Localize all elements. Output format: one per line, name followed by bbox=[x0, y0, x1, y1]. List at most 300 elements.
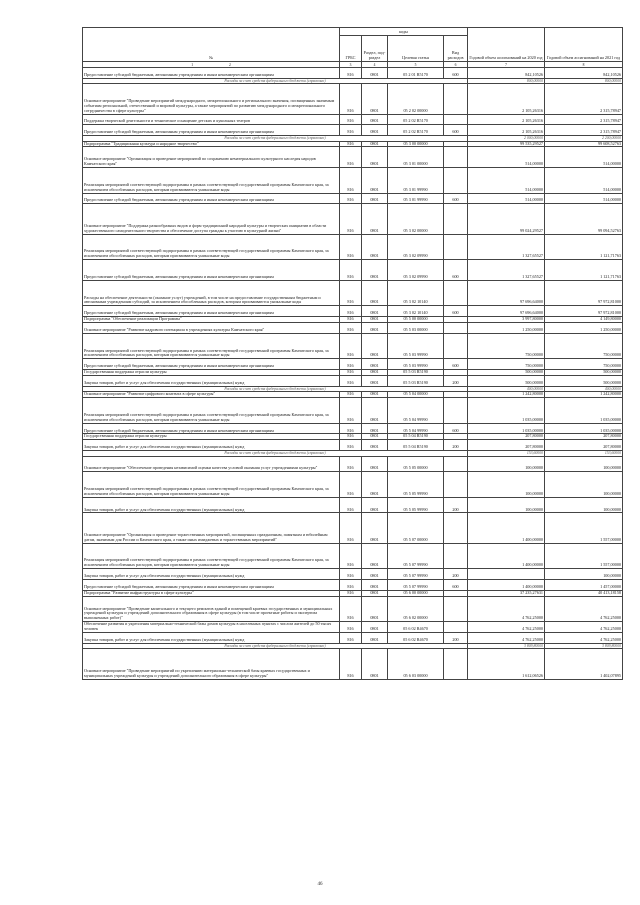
header-year-2020: Годовой объем ассигнований на 2020 год bbox=[468, 28, 545, 62]
table-row bbox=[83, 141, 623, 147]
row-amount-2020: 500,00000 bbox=[468, 376, 545, 387]
row-section: 0801 bbox=[362, 472, 388, 498]
header-codes: коды bbox=[340, 28, 468, 36]
row-target-article: 05 5 00 00000 bbox=[388, 317, 444, 323]
row-name: Предоставление субсидий бюджетным, автономным учреждениям и иным некоммерческим организациям bbox=[83, 68, 340, 79]
table-row bbox=[83, 596, 623, 622]
row-grbs: 816 bbox=[340, 440, 362, 451]
row-section: 0801 bbox=[362, 84, 388, 114]
table-row bbox=[83, 168, 623, 194]
row-grbs: 816 bbox=[340, 114, 362, 125]
row-grbs: 816 bbox=[340, 333, 362, 359]
row-section: 0801 bbox=[362, 649, 388, 679]
row-expense-type bbox=[444, 398, 468, 424]
row-name: Предоставление субсидий бюджетным, автономным учреждениям и иным некоммерческим организациям bbox=[83, 306, 340, 317]
row-expense-type: 600 bbox=[444, 193, 468, 204]
row-amount-2020: 3 997,80000 bbox=[468, 317, 545, 323]
row-amount-2021: 1 121,71763 bbox=[545, 260, 623, 281]
row-amount-2020: 514,00000 bbox=[468, 147, 545, 168]
row-name: Обеспечение развития и укрепления материально-технической базы домов культуры в населенных пунктах с числом жителей до 50 тысяч человек bbox=[83, 622, 340, 633]
row-section: 0801 bbox=[362, 359, 388, 370]
row-expense-type: 600 bbox=[444, 260, 468, 281]
row-amount-2021: 4 762,25000 bbox=[545, 622, 623, 633]
row-amount-2020: 1 612,06526 bbox=[468, 649, 545, 679]
table-row bbox=[83, 306, 623, 317]
row-target-article: 05 5 07 99990 bbox=[388, 580, 444, 591]
row-amount-2021: 500,00000 bbox=[545, 376, 623, 387]
row-amount-2021: 4 762,25000 bbox=[545, 633, 623, 644]
column-number-5: 5 bbox=[388, 62, 444, 68]
row-amount-2020: 97 696,64000 bbox=[468, 280, 545, 306]
row-grbs: 816 bbox=[340, 472, 362, 498]
row-expense-type: 600 bbox=[444, 306, 468, 317]
row-section: 0801 bbox=[362, 193, 388, 204]
column-number-3: 3 bbox=[340, 62, 362, 68]
row-grbs: 816 bbox=[340, 125, 362, 136]
row-section: 0801 bbox=[362, 125, 388, 136]
row-target-article: 05 6 02 00000 bbox=[388, 596, 444, 622]
row-section: 0801 bbox=[362, 543, 388, 569]
row-target-article: 05 6 03 00000 bbox=[388, 649, 444, 679]
row-section: 0801 bbox=[362, 370, 388, 376]
row-target-article: 05 5 04 00000 bbox=[388, 392, 444, 398]
row-grbs: 816 bbox=[340, 398, 362, 424]
row-name: Основное мероприятие "Проведение мероприятий международного, межрегионального и регионального значения, посвященных значимым событиям региональной, отечественной и мировой культуры, а также мероприятий по развитию международного и межрегионального сотрудничества в сфере культуры" bbox=[83, 84, 340, 114]
row-section: 0801 bbox=[362, 513, 388, 543]
table-row bbox=[83, 622, 623, 633]
row-amount-2021: 514,00000 bbox=[545, 147, 623, 168]
row-section: 0801 bbox=[362, 323, 388, 334]
row-target-article: 05 5 04 99990 bbox=[388, 423, 444, 434]
row-amount-2020: 97 696,64000 bbox=[468, 306, 545, 317]
note-amount-2021: 400,00000 bbox=[545, 386, 623, 391]
row-target-article: 05 5 07 00000 bbox=[388, 513, 444, 543]
row-amount-2020: 1 035,00000 bbox=[468, 423, 545, 434]
table-row bbox=[83, 440, 623, 451]
row-expense-type bbox=[444, 204, 468, 234]
row-amount-2021: 99 608,52763 bbox=[545, 141, 623, 147]
row-name: Закупка товаров, работ и услуг для обеспечения государственных (муниципальных) нужд bbox=[83, 440, 340, 451]
table-row bbox=[83, 323, 623, 334]
row-amount-2021: 514,00000 bbox=[545, 168, 623, 194]
note-amount-2021: 3 809,80000 bbox=[545, 643, 623, 648]
row-amount-2020: 750,00000 bbox=[468, 359, 545, 370]
row-target-article: 05 6 02 R4670 bbox=[388, 633, 444, 644]
row-target-article: 05 2 01 R5170 bbox=[388, 68, 444, 79]
row-expense-type bbox=[444, 513, 468, 543]
row-section: 0801 bbox=[362, 456, 388, 472]
row-expense-type bbox=[444, 323, 468, 334]
row-section: 0801 bbox=[362, 68, 388, 79]
row-name: Предоставление субсидий бюджетным, автономным учреждениям и иным некоммерческим организациям bbox=[83, 260, 340, 281]
row-name: Расходы на обеспечение деятельности (оказание услуг) учреждений, в том числе на предоставление государственным бюджетным и автономным учреждениям субсидий, за исключением обособленных расходов, которым присваиваются уникальные коды bbox=[83, 280, 340, 306]
row-section: 0801 bbox=[362, 497, 388, 513]
row-target-article: 05 5 04 R5190 bbox=[388, 440, 444, 451]
row-name: Подпрограмма "Традиционная культура и народное творчество" bbox=[83, 141, 340, 147]
table-row bbox=[83, 398, 623, 424]
row-target-article: 05 3 01 99990 bbox=[388, 193, 444, 204]
row-section: 0801 bbox=[362, 168, 388, 194]
row-grbs: 816 bbox=[340, 168, 362, 194]
table-row bbox=[83, 580, 623, 591]
row-grbs: 816 bbox=[340, 392, 362, 398]
row-grbs: 816 bbox=[340, 590, 362, 596]
row-amount-2021: 97 972,81000 bbox=[545, 306, 623, 317]
row-section: 0801 bbox=[362, 440, 388, 451]
row-amount-2020: 2 105,26316 bbox=[468, 84, 545, 114]
row-target-article: 05 5 04 99990 bbox=[388, 398, 444, 424]
row-section: 0801 bbox=[362, 398, 388, 424]
table-row bbox=[83, 472, 623, 498]
row-name: Основное мероприятие "Обеспечение проведения независимой оценки качества условий оказания услуг учреждениями культуры" bbox=[83, 456, 340, 472]
row-grbs: 816 bbox=[340, 234, 362, 260]
row-amount-2020: 4 762,25000 bbox=[468, 596, 545, 622]
row-name: Предоставление субсидий бюджетным, автономным учреждениям и иным некоммерческим организациям bbox=[83, 423, 340, 434]
row-grbs: 816 bbox=[340, 204, 362, 234]
row-section: 0801 bbox=[362, 423, 388, 434]
row-expense-type: 600 bbox=[444, 580, 468, 591]
note-text: Расходы за счет средств федерального бюджета (справочно) bbox=[83, 386, 468, 391]
row-target-article: 05 3 01 00000 bbox=[388, 147, 444, 168]
row-name: Основное мероприятие "Проведение капитального и текущего ремонтов зданий и помещений краевых государственных и муниципальных учреждений культуры и учреждений дополнительного образования в сфере культуры (в том числе проектные работы и экспертиза выполненных работ)" bbox=[83, 596, 340, 622]
row-name: Реализация мероприятий соответствующей подпрограммы в рамках соответствующей государственной программы Камчатского края, за исключением обособленных расходов, которым присваиваются уникальные коды bbox=[83, 234, 340, 260]
table-row bbox=[83, 392, 623, 398]
note-amount-2020: 2 000,00000 bbox=[468, 136, 545, 141]
header-year-2021: Годовой объем ассигнований на 2021 год bbox=[545, 28, 623, 62]
row-amount-2020: 1 400,00000 bbox=[468, 580, 545, 591]
row-target-article: 05 3 02 09990 bbox=[388, 234, 444, 260]
row-grbs: 816 bbox=[340, 569, 362, 580]
row-amount-2020 bbox=[468, 569, 545, 580]
table-row bbox=[83, 193, 623, 204]
row-grbs: 816 bbox=[340, 543, 362, 569]
row-name: Основное мероприятие "Развитие цифрового контента в сфере культуры" bbox=[83, 392, 340, 398]
row-grbs: 816 bbox=[340, 84, 362, 114]
row-target-article: 05 3 02 10140 bbox=[388, 306, 444, 317]
table-header bbox=[83, 28, 623, 68]
row-target-article: 05 2 02 00000 bbox=[388, 84, 444, 114]
column-number-7: 7 bbox=[468, 62, 545, 68]
row-amount-2021: 1 121,71763 bbox=[545, 234, 623, 260]
row-amount-2020: 4 762,25000 bbox=[468, 633, 545, 644]
row-name: Предоставление субсидий бюджетным, автономным учреждениям и иным некоммерческим организациям bbox=[83, 359, 340, 370]
row-section: 0801 bbox=[362, 633, 388, 644]
row-amount-2020: 99 024,29527 bbox=[468, 204, 545, 234]
row-section: 0801 bbox=[362, 580, 388, 591]
row-expense-type bbox=[444, 472, 468, 498]
row-grbs: 816 bbox=[340, 497, 362, 513]
row-target-article: 05 5 05 99990 bbox=[388, 497, 444, 513]
row-amount-2021: 750,00000 bbox=[545, 359, 623, 370]
row-amount-2020: 100,00000 bbox=[468, 497, 545, 513]
row-amount-2021: 842,10526 bbox=[545, 68, 623, 79]
table-row bbox=[83, 370, 623, 376]
row-grbs: 816 bbox=[340, 260, 362, 281]
row-amount-2021: 4 762,25000 bbox=[545, 596, 623, 622]
row-grbs: 816 bbox=[340, 434, 362, 440]
note-amount-2021: 2 200,00000 bbox=[545, 136, 623, 141]
row-expense-type: 200 bbox=[444, 376, 468, 387]
row-amount-2021: 99 094,52763 bbox=[545, 204, 623, 234]
row-grbs: 816 bbox=[340, 323, 362, 334]
row-amount-2021: 1 242,80000 bbox=[545, 392, 623, 398]
row-section: 0801 bbox=[362, 596, 388, 622]
table-row bbox=[83, 423, 623, 434]
table-row bbox=[83, 569, 623, 580]
row-amount-2021: 100,00000 bbox=[545, 472, 623, 498]
row-section: 0801 bbox=[362, 590, 388, 596]
note-amount-2020: 400,00000 bbox=[468, 386, 545, 391]
note-amount-2021: 153,60000 bbox=[545, 451, 623, 456]
row-target-article: 05 3 02 10140 bbox=[388, 280, 444, 306]
row-target-article: 05 3 02 09990 bbox=[388, 260, 444, 281]
row-amount-2021: 2 315,78947 bbox=[545, 84, 623, 114]
row-section: 0801 bbox=[362, 333, 388, 359]
row-grbs: 816 bbox=[340, 193, 362, 204]
row-expense-type bbox=[444, 234, 468, 260]
table-row bbox=[83, 333, 623, 359]
table-row bbox=[83, 376, 623, 387]
row-target-article: 05 5 03 99990 bbox=[388, 359, 444, 370]
row-name: Предоставление субсидий бюджетным, автономным учреждениям и иным некоммерческим организациям bbox=[83, 580, 340, 591]
budget-sheet bbox=[82, 27, 622, 680]
note-amount-2021: 800,00000 bbox=[545, 78, 623, 83]
row-expense-type bbox=[444, 622, 468, 633]
table-row bbox=[83, 280, 623, 306]
table-row bbox=[83, 84, 623, 114]
table-row bbox=[83, 114, 623, 125]
row-name: Основное мероприятие "Поддержка разнообразных видов и форм традиционной народной культуры и творческих инициатив в области художественного самодеятельного творчества и обеспечение доступа граждан к участию в культурной жизни" bbox=[83, 204, 340, 234]
row-name: Реализация мероприятий соответствующей подпрограммы в рамках соответствующей государственной программы Камчатского края, за исключением обособленных расходов, которым присваиваются уникальные коды bbox=[83, 333, 340, 359]
column-number-2: 2 bbox=[228, 63, 231, 67]
budget-table bbox=[82, 27, 623, 680]
header-section: Раздел, под-раздел bbox=[362, 36, 388, 62]
row-amount-2021: 2 315,78947 bbox=[545, 114, 623, 125]
row-target-article: 05 3 02 00000 bbox=[388, 204, 444, 234]
row-expense-type bbox=[444, 596, 468, 622]
row-expense-type: 600 bbox=[444, 68, 468, 79]
table-row bbox=[83, 204, 623, 234]
row-expense-type bbox=[444, 147, 468, 168]
row-amount-2020: 37 235,27631 bbox=[468, 590, 545, 596]
table-row bbox=[83, 513, 623, 543]
row-name: Реализация мероприятий соответствующей подпрограммы в рамках соответствующей государственной программы Камчатского края, за исключением обособленных расходов, которым присваиваются уникальные коды bbox=[83, 398, 340, 424]
row-amount-2021: 100,00000 bbox=[545, 497, 623, 513]
row-expense-type: 600 bbox=[444, 423, 468, 434]
row-expense-type: 200 bbox=[444, 497, 468, 513]
table-row bbox=[83, 317, 623, 323]
row-target-article: 05 5 07 99990 bbox=[388, 569, 444, 580]
row-expense-type: 200 bbox=[444, 633, 468, 644]
row-grbs: 816 bbox=[340, 370, 362, 376]
row-name: Основное мероприятие "Проведение мероприятий по укреплению материально-технической базы краевых государственных и муниципальных учреждений культуры и учреждений дополнительного образования в сфере культуры" bbox=[83, 649, 340, 679]
note-text: Расходы за счет средств федерального бюджета (справочно) bbox=[83, 451, 468, 456]
row-grbs: 816 bbox=[340, 649, 362, 679]
row-expense-type bbox=[444, 333, 468, 359]
table-row bbox=[83, 359, 623, 370]
row-amount-2021: 2 315,78947 bbox=[545, 125, 623, 136]
row-amount-2021: 500,00000 bbox=[545, 370, 623, 376]
note-text: Расходы за счет средств федерального бюджета (справочно) bbox=[83, 78, 468, 83]
header-grbs: ГРБС bbox=[340, 36, 362, 62]
row-name: Основное мероприятие "Развитие кадрового потенциала в учреждениях культуры Камчатского края" bbox=[83, 323, 340, 334]
row-name: Поддержка творческой деятельности и техническое оснащение детских и кукольных театров bbox=[83, 114, 340, 125]
column-number-8: 8 bbox=[545, 62, 623, 68]
row-amount-2020: 514,00000 bbox=[468, 193, 545, 204]
table-row bbox=[83, 590, 623, 596]
row-amount-2020: 750,00000 bbox=[468, 333, 545, 359]
row-target-article: 05 2 02 R5170 bbox=[388, 125, 444, 136]
row-amount-2020: 100,00000 bbox=[468, 456, 545, 472]
row-amount-2020: 1 400,00000 bbox=[468, 513, 545, 543]
row-amount-2021: 1 557,00000 bbox=[545, 513, 623, 543]
row-amount-2021: 750,00000 bbox=[545, 333, 623, 359]
row-grbs: 816 bbox=[340, 359, 362, 370]
row-name: Реализация мероприятий соответствующей подпрограммы в рамках соответствующей государственной программы Камчатского края, за исключением обособленных расходов, которым присваиваются уникальные коды bbox=[83, 168, 340, 194]
note-amount-2020: 153,60000 bbox=[468, 451, 545, 456]
table-row bbox=[83, 234, 623, 260]
table-row bbox=[83, 633, 623, 644]
row-name: Закупка товаров, работ и услуг для обеспечения государственных (муниципальных) нужд bbox=[83, 376, 340, 387]
row-target-article: 05 5 03 00000 bbox=[388, 323, 444, 334]
row-section: 0801 bbox=[362, 569, 388, 580]
row-grbs: 816 bbox=[340, 280, 362, 306]
row-name: Предоставление субсидий бюджетным, автономным учреждениям и иным некоммерческим организациям bbox=[83, 193, 340, 204]
table-row bbox=[83, 543, 623, 569]
row-section: 0801 bbox=[362, 280, 388, 306]
row-expense-type bbox=[444, 543, 468, 569]
row-expense-type bbox=[444, 168, 468, 194]
row-amount-2020: 1 400,00000 bbox=[468, 543, 545, 569]
table-row bbox=[83, 456, 623, 472]
note-amount-2020: 800,00000 bbox=[468, 78, 545, 83]
row-amount-2020: 1 327,65527 bbox=[468, 234, 545, 260]
row-expense-type bbox=[444, 280, 468, 306]
row-name: Основное мероприятие "Организация и проведение торжественных мероприятий, посвященных праздничным, памятным и юбилейным датам, значимым для России и Камчатского края, а также иных имиджевых и торжественных мероприятий" bbox=[83, 513, 340, 543]
row-amount-2021: 97 972,81000 bbox=[545, 280, 623, 306]
table-row bbox=[83, 125, 623, 136]
row-amount-2020: 514,00000 bbox=[468, 168, 545, 194]
row-name: Подпрограмма "Обеспечение реализации Программы" bbox=[83, 317, 340, 323]
row-name: Закупка товаров, работ и услуг для обеспечения государственных (муниципальных) нужд bbox=[83, 633, 340, 644]
row-section: 0801 bbox=[362, 234, 388, 260]
row-amount-2021: 1 035,00000 bbox=[545, 398, 623, 424]
row-section: 0801 bbox=[362, 141, 388, 147]
row-amount-2021: 207,80000 bbox=[545, 440, 623, 451]
row-amount-2020: 100,00000 bbox=[468, 472, 545, 498]
row-amount-2021: 514,00000 bbox=[545, 193, 623, 204]
row-section: 0801 bbox=[362, 260, 388, 281]
header-num: № bbox=[83, 28, 340, 62]
row-target-article: 05 5 03 R5190 bbox=[388, 370, 444, 376]
row-expense-type: 200 bbox=[444, 440, 468, 451]
row-target-article: 05 5 03 99990 bbox=[388, 333, 444, 359]
row-amount-2021: 1 557,00000 bbox=[545, 543, 623, 569]
row-grbs: 816 bbox=[340, 622, 362, 633]
row-target-article: 05 5 05 00000 bbox=[388, 456, 444, 472]
row-amount-2020: 1 250,00000 bbox=[468, 323, 545, 334]
row-amount-2021: 207,80000 bbox=[545, 434, 623, 440]
row-name: Основное мероприятие "Организация и проведение мероприятий по сохранению нематериального культурного наследия народов Камчатского края" bbox=[83, 147, 340, 168]
row-name: Государственная поддержка отрасли культуры bbox=[83, 370, 340, 376]
row-section: 0801 bbox=[362, 622, 388, 633]
table-row bbox=[83, 649, 623, 679]
row-amount-2020: 4 762,25000 bbox=[468, 622, 545, 633]
row-target-article: 05 5 07 99990 bbox=[388, 543, 444, 569]
table-row bbox=[83, 497, 623, 513]
row-target-article: 05 5 05 99990 bbox=[388, 472, 444, 498]
row-amount-2020: 1 035,00000 bbox=[468, 398, 545, 424]
column-number-6: 6 bbox=[444, 62, 468, 68]
note-text: Расходы за счет средств федерального бюджета (справочно) bbox=[83, 643, 468, 648]
row-amount-2020: 500,00000 bbox=[468, 370, 545, 376]
row-section: 0801 bbox=[362, 204, 388, 234]
row-grbs: 816 bbox=[340, 423, 362, 434]
row-name: Закупка товаров, работ и услуг для обеспечения государственных (муниципальных) нужд bbox=[83, 569, 340, 580]
row-expense-type bbox=[444, 84, 468, 114]
row-grbs: 816 bbox=[340, 596, 362, 622]
row-target-article: 05 3 01 99990 bbox=[388, 168, 444, 194]
row-grbs: 816 bbox=[340, 376, 362, 387]
row-amount-2020: 207,80000 bbox=[468, 440, 545, 451]
row-amount-2021: 1 402,07895 bbox=[545, 649, 623, 679]
header-expense-type: Вид расходов bbox=[444, 36, 468, 62]
header-target-article: Целевая статья bbox=[388, 36, 444, 62]
row-amount-2021: 40 413,18158 bbox=[545, 590, 623, 596]
row-name: Государственная поддержка отрасли культуры bbox=[83, 434, 340, 440]
row-amount-2021: 4 149,80000 bbox=[545, 317, 623, 323]
row-expense-type: 600 bbox=[444, 125, 468, 136]
row-section: 0801 bbox=[362, 147, 388, 168]
row-section: 0801 bbox=[362, 114, 388, 125]
row-amount-2021: 1 035,00000 bbox=[545, 423, 623, 434]
row-name: Подпрограмма "Развитие инфраструктуры в сфере культуры" bbox=[83, 590, 340, 596]
column-number-1: 1 bbox=[191, 63, 194, 67]
note-amount-2020: 3 809,80000 bbox=[468, 643, 545, 648]
row-grbs: 816 bbox=[340, 317, 362, 323]
row-amount-2020: 2 105,26316 bbox=[468, 114, 545, 125]
row-section: 0801 bbox=[362, 392, 388, 398]
row-grbs: 816 bbox=[340, 456, 362, 472]
row-amount-2020: 2 105,26316 bbox=[468, 125, 545, 136]
row-name: Закупка товаров, работ и услуг для обеспечения государственных (муниципальных) нужд bbox=[83, 497, 340, 513]
row-section: 0801 bbox=[362, 306, 388, 317]
row-target-article: 05 3 00 00000 bbox=[388, 141, 444, 147]
row-grbs: 816 bbox=[340, 147, 362, 168]
row-grbs: 816 bbox=[340, 633, 362, 644]
row-amount-2020: 1 327,65527 bbox=[468, 260, 545, 281]
row-target-article: 05 6 02 R4670 bbox=[388, 622, 444, 633]
row-grbs: 816 bbox=[340, 68, 362, 79]
row-amount-2020: 99 535,29527 bbox=[468, 141, 545, 147]
row-target-article: 05 6 00 00000 bbox=[388, 590, 444, 596]
row-grbs: 816 bbox=[340, 306, 362, 317]
row-amount-2021: 100,00000 bbox=[545, 569, 623, 580]
table-row bbox=[83, 434, 623, 440]
row-amount-2020: 1 242,80000 bbox=[468, 392, 545, 398]
row-name: Предоставление субсидий бюджетным, автономным учреждениям и иным некоммерческим организациям bbox=[83, 125, 340, 136]
row-grbs: 816 bbox=[340, 580, 362, 591]
row-target-article: 05 2 02 R5170 bbox=[388, 114, 444, 125]
row-section: 0801 bbox=[362, 376, 388, 387]
row-grbs: 816 bbox=[340, 141, 362, 147]
row-amount-2021: 100,00000 bbox=[545, 456, 623, 472]
row-name: Реализация мероприятий соответствующей подпрограммы в рамках соответствующей государственной программы Камчатского края, за исключением обособленных расходов, которым присваиваются уникальные коды bbox=[83, 472, 340, 498]
table-row bbox=[83, 68, 623, 79]
row-name: Реализация мероприятий соответствующей подпрограммы в рамках соответствующей государственной программы Камчатского края, за исключением обособленных расходов, которым присваиваются уникальные коды bbox=[83, 543, 340, 569]
table-body bbox=[83, 68, 623, 680]
page-number: 46 bbox=[317, 882, 323, 887]
